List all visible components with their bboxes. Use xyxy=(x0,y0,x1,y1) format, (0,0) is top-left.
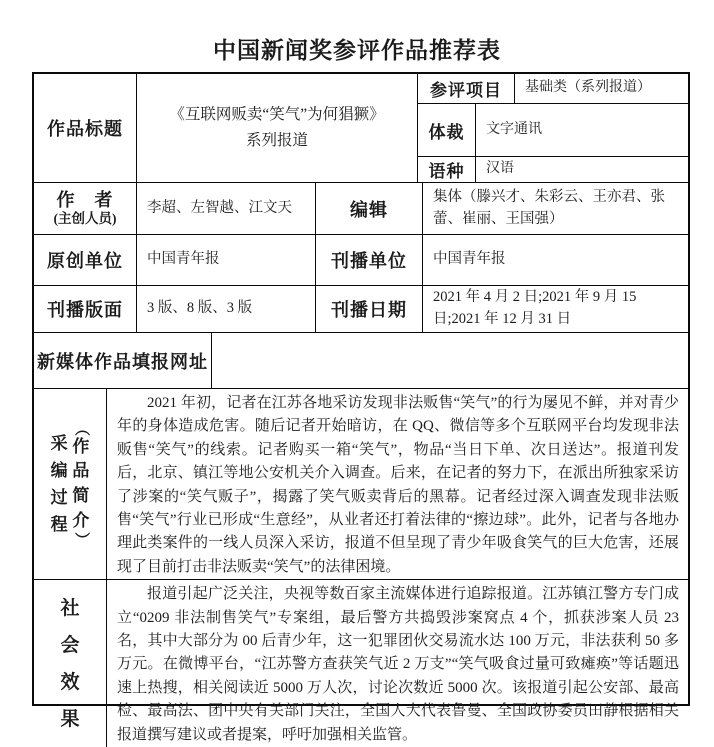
editor-value: 集体（滕兴才、朱彩云、王亦君、张蕾、崔丽、王国强） xyxy=(433,189,665,227)
row-author-editor xyxy=(34,183,688,235)
social-effect-label-text: 社会效果 xyxy=(60,597,80,730)
genre-value: 文字通讯 xyxy=(486,121,542,137)
row-new-media-url xyxy=(34,333,688,389)
row-language xyxy=(418,157,688,182)
category-block xyxy=(418,74,688,182)
genre-label: 体裁 xyxy=(418,104,476,156)
original-unit-label: 原创单位 xyxy=(34,235,137,285)
row-entry-category xyxy=(418,74,688,104)
work-title-value xyxy=(137,74,418,182)
new-media-url-label: 新媒体作品填报网址 xyxy=(34,333,212,388)
new-media-url-value xyxy=(212,333,688,388)
work-title-line1: 《互联网贩卖“笑气”为何猖獗》 xyxy=(169,106,385,123)
publish-date-value: 2021 年 4 月 2 日;2021 年 9 月 15 日;2021 年 12 月 31 日 xyxy=(433,289,637,327)
process-intro-paragraph: 2021 年初，记者在江苏各地采访发现非法贩售“笑气”的行为屡见不鲜，并对青少年的身体造成危害。随后记者开始暗访，在 QQ、微信等多个互联网平台均发现非法贩售“笑气”的线索。记者购买一箱“笑气”，物品“当日下单、次日送达”。报道刊发后，北京、镇江等地公安机关介入调查。后来，在记者的努力下，在派出所独家采访了涉案的“笑气贩子”，揭露了笑气贩卖背后的黑幕。记者经过深入调查发现非法贩售“笑气”行业已形成“生意经”，从业者还打着法律的“擦边球”。此外，记者与各地办理此类案件的一线人员深入采访，报道不但呈现了青少年吸食笑气的巨大危害，还展现了目前打击非法贩卖“笑气”的法律困境。 xyxy=(117,395,679,575)
publish-unit-label: 刊播单位 xyxy=(316,235,423,285)
row-work-title xyxy=(34,74,688,183)
entry-category-value: 基础类（系列报道） xyxy=(525,80,651,96)
author-label xyxy=(34,183,137,234)
author-value: 李超、左智越、江文天 xyxy=(137,183,316,234)
process-intro-label-right-text: 作品简介 xyxy=(72,436,90,530)
social-effect-paragraph: 报道引起广泛关注，央视等数百家主流媒体进行追踪报道。江苏镇江警方专门成立“0209 非法制售笑气”专案组，最后警方共捣毁涉案窝点 4 个，抓获涉案人员 23 名，其中大部分为 00 后青少年，这一犯罪团伙交易流水达 100 万元，非法获利 50 多万元。在微博平台，“江苏警方查获笑气近 2 万支”“笑气吸食过量可致瘫痪”等话题迅速上热搜，相关阅读近 5000 万人次，讨论次数近 5000 次。该报道引起公安部、最高检、最高法、团中央有关部门关注，全国人大代表鲁曼、全国政协委员田静根据相关报道撰写建议或者提案，呼吁加强相关监管。 xyxy=(117,586,679,743)
row-page-date xyxy=(34,286,688,333)
vertical-close-paren: ） xyxy=(73,532,90,548)
row-genre xyxy=(418,104,688,157)
row-process-intro xyxy=(34,389,688,580)
language-label: 语种 xyxy=(418,157,476,182)
process-intro-label-right xyxy=(72,422,91,547)
work-title-label: 作品标题 xyxy=(34,74,137,182)
row-units xyxy=(34,235,688,286)
language-value: 汉语 xyxy=(486,161,514,177)
publish-unit-value: 中国青年报 xyxy=(433,251,506,268)
process-intro-label-left: 采编过程 xyxy=(50,433,68,535)
publish-page-value: 3 版、8 版、3 版 xyxy=(137,286,316,332)
author-label-line1: 作 者 xyxy=(56,189,114,210)
entry-category-label: 参评项目 xyxy=(418,74,515,103)
process-intro-label xyxy=(34,389,107,579)
publish-page-label: 刊播版面 xyxy=(34,286,137,332)
social-effect-text xyxy=(107,580,688,747)
social-effect-label xyxy=(34,580,107,747)
recommendation-form-table xyxy=(32,72,690,743)
process-intro-text xyxy=(107,389,688,579)
original-unit-value: 中国青年报 xyxy=(137,235,316,285)
publish-date-label: 刊播日期 xyxy=(316,286,423,332)
row-social-effect xyxy=(34,580,688,747)
page-title: 中国新闻奖参评作品推荐表 xyxy=(213,38,501,63)
work-title-line2: 系列报道 xyxy=(245,132,308,149)
author-label-line2: (主创人员) xyxy=(53,211,117,227)
editor-label: 编辑 xyxy=(316,183,423,234)
vertical-open-paren: （ xyxy=(73,420,90,436)
